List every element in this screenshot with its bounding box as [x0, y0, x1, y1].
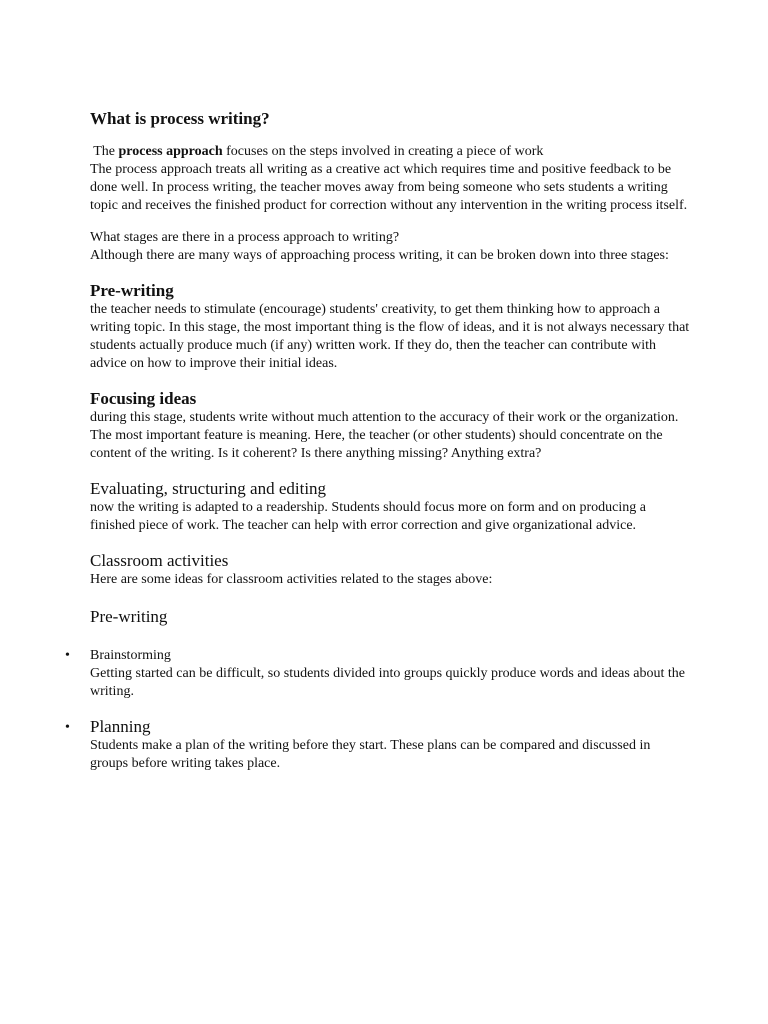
stages-answer: Although there are many ways of approaching process writing, it can be broken down into three stages: [90, 248, 669, 263]
focusing-body: during this stage, students write without much attention to the accuracy of their work or the organization. The most important feature is meaning. Here, the teacher (or other students) should concentrate on the content of the writing. Is it coherent? Is there anything missing? Anything extra? [90, 410, 679, 461]
classroom-heading: Classroom activities [90, 551, 229, 570]
intro-lead-pre: The [90, 144, 119, 159]
bullet-icon: • [65, 720, 70, 735]
document-page [65, 108, 690, 789]
stages-question: What stages are there in a process approach to writing? [90, 230, 400, 245]
intro-body: The process approach treats all writing as a creative act which requires time and positive feedback to be done well. In process writing, the teacher moves away from being someone who sets students a writing topic and receives the finished product for correction without any intervention in the writing process itself. [90, 162, 688, 213]
focusing-heading: Focusing ideas [90, 389, 197, 408]
prewriting-body: the teacher needs to stimulate (encourage) students' creativity, to get them thinking how to approach a writing topic. In this stage, the most important thing is the flow of ideas, and it is not always necessary that students actually produce much (if any) written work. If they do, then the teacher can contribute with advice on how to improve their initial ideas. [90, 302, 690, 371]
prewriting-heading: Pre-writing [90, 281, 174, 300]
activity-title: Brainstorming [90, 648, 171, 663]
intro-lead [90, 143, 690, 161]
intro-lead-bold: process approach [118, 144, 223, 159]
intro-lead-post: focuses on the steps involved in creating a piece of work [222, 144, 544, 159]
activity-title: Planning [90, 717, 151, 736]
spacer [90, 215, 690, 229]
activity-body: Students make a plan of the writing before they start. These plans can be compared and discussed in groups before writing takes place. [90, 738, 651, 771]
activity-body: Getting started can be difficult, so students divided into groups quickly produce words and ideas about the writing. [90, 666, 686, 699]
classroom-body: Here are some ideas for classroom activities related to the stages above: [90, 572, 493, 587]
evaluating-heading: Evaluating, structuring and editing [90, 479, 327, 498]
bullet-icon: • [65, 648, 70, 663]
list-item [65, 717, 690, 773]
list-item [65, 647, 690, 701]
evaluating-body: now the writing is adapted to a readership. Students should focus more on form and on producing a finished piece of work. The teacher can help with error correction and give organizational advice. [90, 500, 646, 533]
page-title: What is process writing? [90, 109, 270, 128]
prewriting-activities-heading: Pre-writing [90, 607, 168, 626]
activity-list [65, 647, 690, 773]
